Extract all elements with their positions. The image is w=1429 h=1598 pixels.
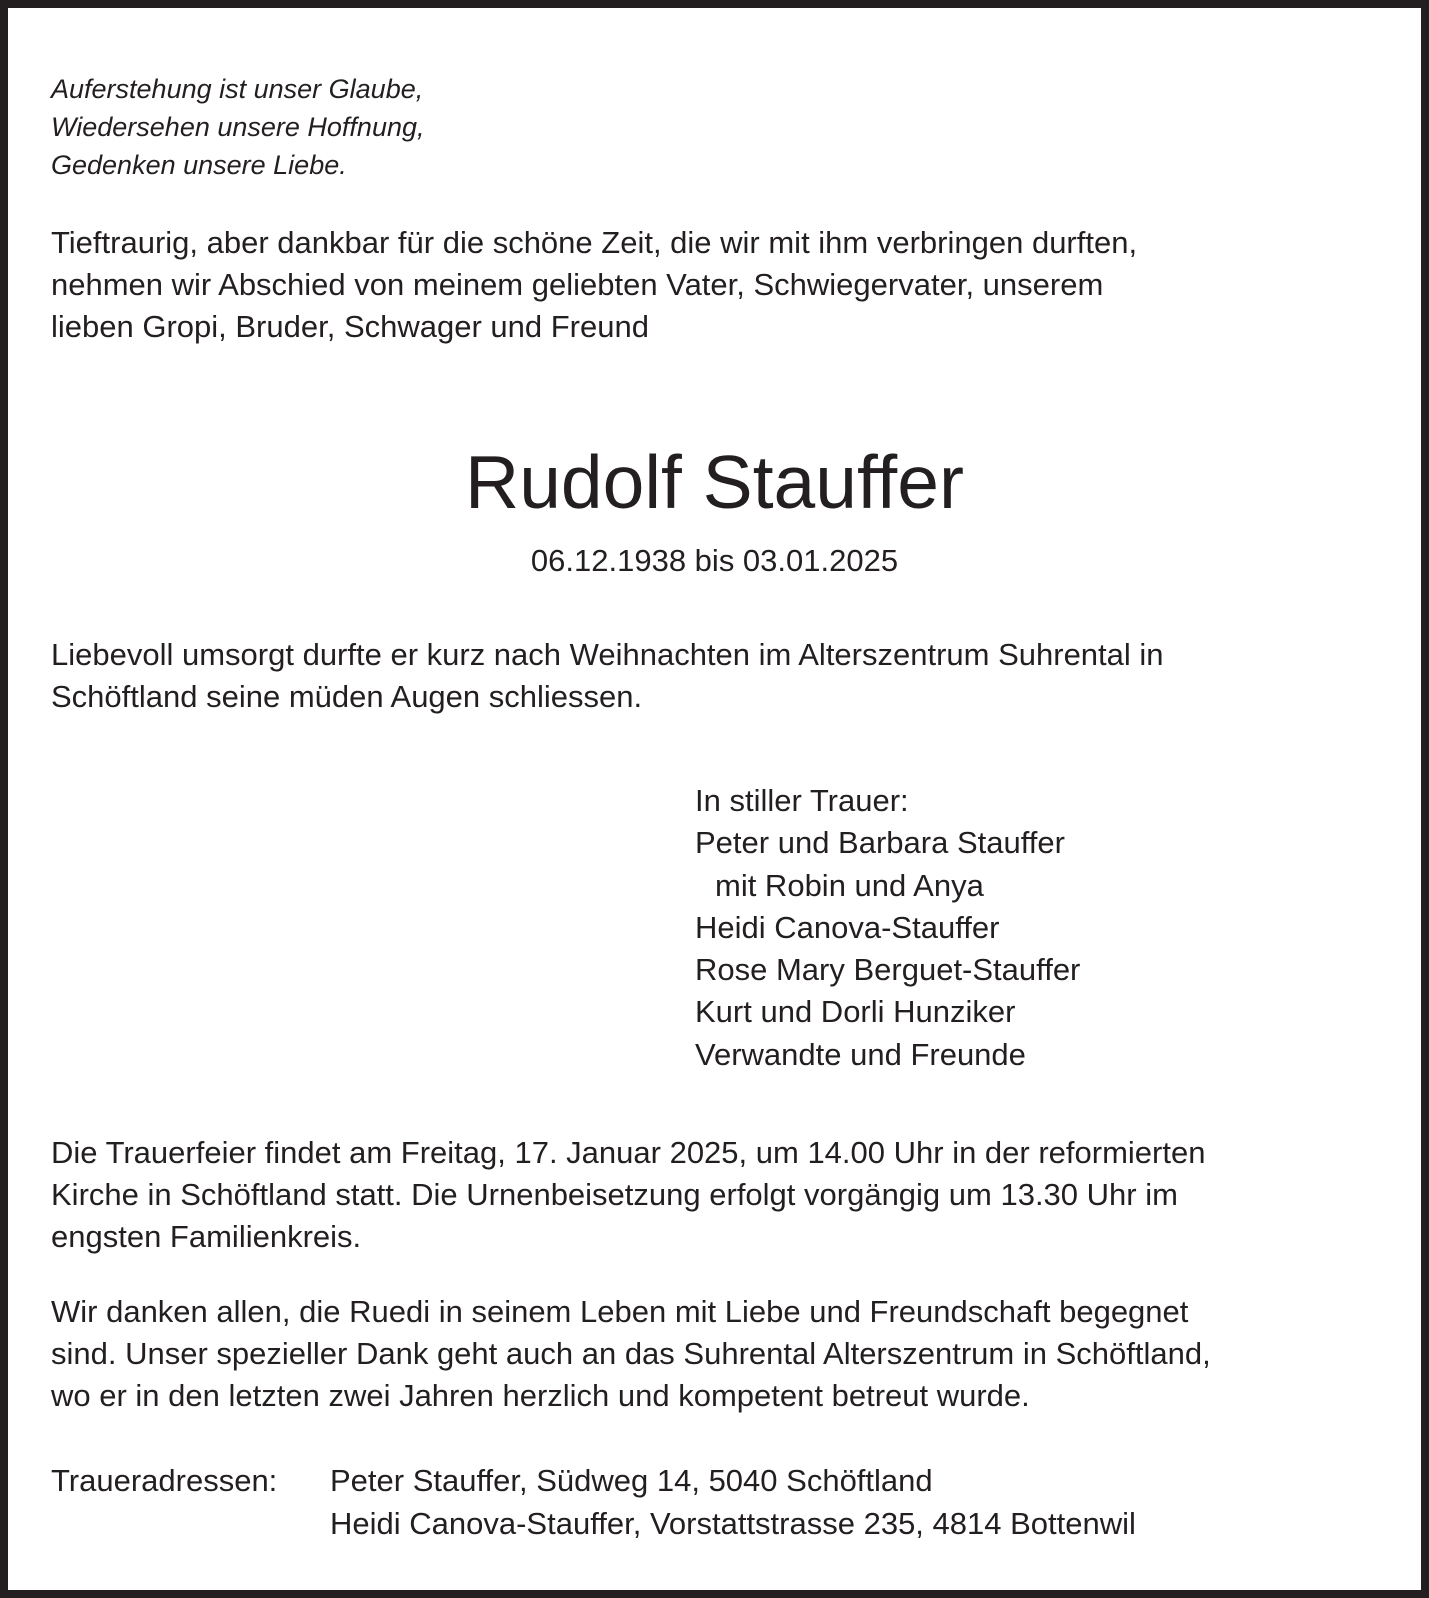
mourner-name: Rose Mary Berguet-Stauffer	[695, 952, 1081, 988]
address-entry: Peter Stauffer, Südweg 14, 5040 Schöftland	[330, 1463, 933, 1498]
address-row	[51, 1459, 1136, 1502]
intro-line: nehmen wir Abschied von meinem geliebten Vater, Schwiegervater, unserem	[51, 267, 1104, 302]
mourners-heading: In stiller Trauer:	[695, 783, 909, 818]
passing-line: Schöftland seine müden Augen schliessen.	[51, 679, 643, 714]
motto-line: Gedenken unsere Liebe.	[51, 150, 347, 180]
intro-line: lieben Gropi, Bruder, Schwager und Freund	[51, 309, 649, 344]
address-row	[51, 1502, 1136, 1545]
mourner-name: Heidi Canova-Stauffer	[695, 909, 1000, 945]
mourner-name: Peter und Barbara Stauffer	[695, 825, 1065, 861]
motto-line: Wiedersehen unsere Hoffnung,	[51, 112, 425, 142]
service-line: engsten Familienkreis.	[51, 1219, 362, 1254]
motto-line: Auferstehung ist unser Glaube,	[51, 74, 424, 104]
mourners-block	[695, 780, 1080, 1076]
passing-paragraph	[51, 634, 1164, 718]
service-line: Kirche in Schöftland statt. Die Urnenbeisetzung erfolgt vorgängig um 13.30 Uhr im	[51, 1177, 1178, 1212]
addresses-label-spacer	[51, 1502, 330, 1545]
deceased-name: Rudolf Stauffer	[465, 440, 964, 524]
address-entry: Heidi Canova-Stauffer, Vorstattstrasse 235, 4814 Bottenwil	[330, 1506, 1136, 1541]
mourner-name: Verwandte und Freunde	[695, 1036, 1026, 1072]
motto	[51, 70, 425, 184]
life-dates: 06.12.1938 bis 03.01.2025	[530, 543, 899, 578]
service-line: Die Trauerfeier findet am Freitag, 17. Januar 2025, um 14.00 Uhr in der reformierten	[51, 1135, 1206, 1170]
intro-paragraph	[51, 222, 1137, 348]
mourner-name: Kurt und Dorli Hunziker	[695, 994, 1016, 1030]
mourner-name: mit Robin und Anya	[715, 867, 984, 903]
addresses-label: Traueradressen:	[51, 1463, 278, 1498]
thanks-line: Wir danken allen, die Ruedi in seinem Leben mit Liebe und Freundschaft begegnet	[51, 1294, 1189, 1329]
passing-line: Liebevoll umsorgt durfte er kurz nach Weihnachten im Alterszentrum Suhrental in	[51, 637, 1164, 672]
service-paragraph	[51, 1132, 1205, 1258]
intro-line: Tieftraurig, aber dankbar für die schöne Zeit, die wir mit ihm verbringen durften,	[51, 225, 1138, 260]
thanks-line: sind. Unser spezieller Dank geht auch an das Suhrental Alterszentrum in Schöftland,	[51, 1336, 1211, 1371]
thanks-line: wo er in den letzten zwei Jahren herzlich und kompetent betreut wurde.	[51, 1378, 1030, 1413]
thanks-paragraph	[51, 1291, 1211, 1417]
mourning-addresses	[51, 1459, 1136, 1545]
